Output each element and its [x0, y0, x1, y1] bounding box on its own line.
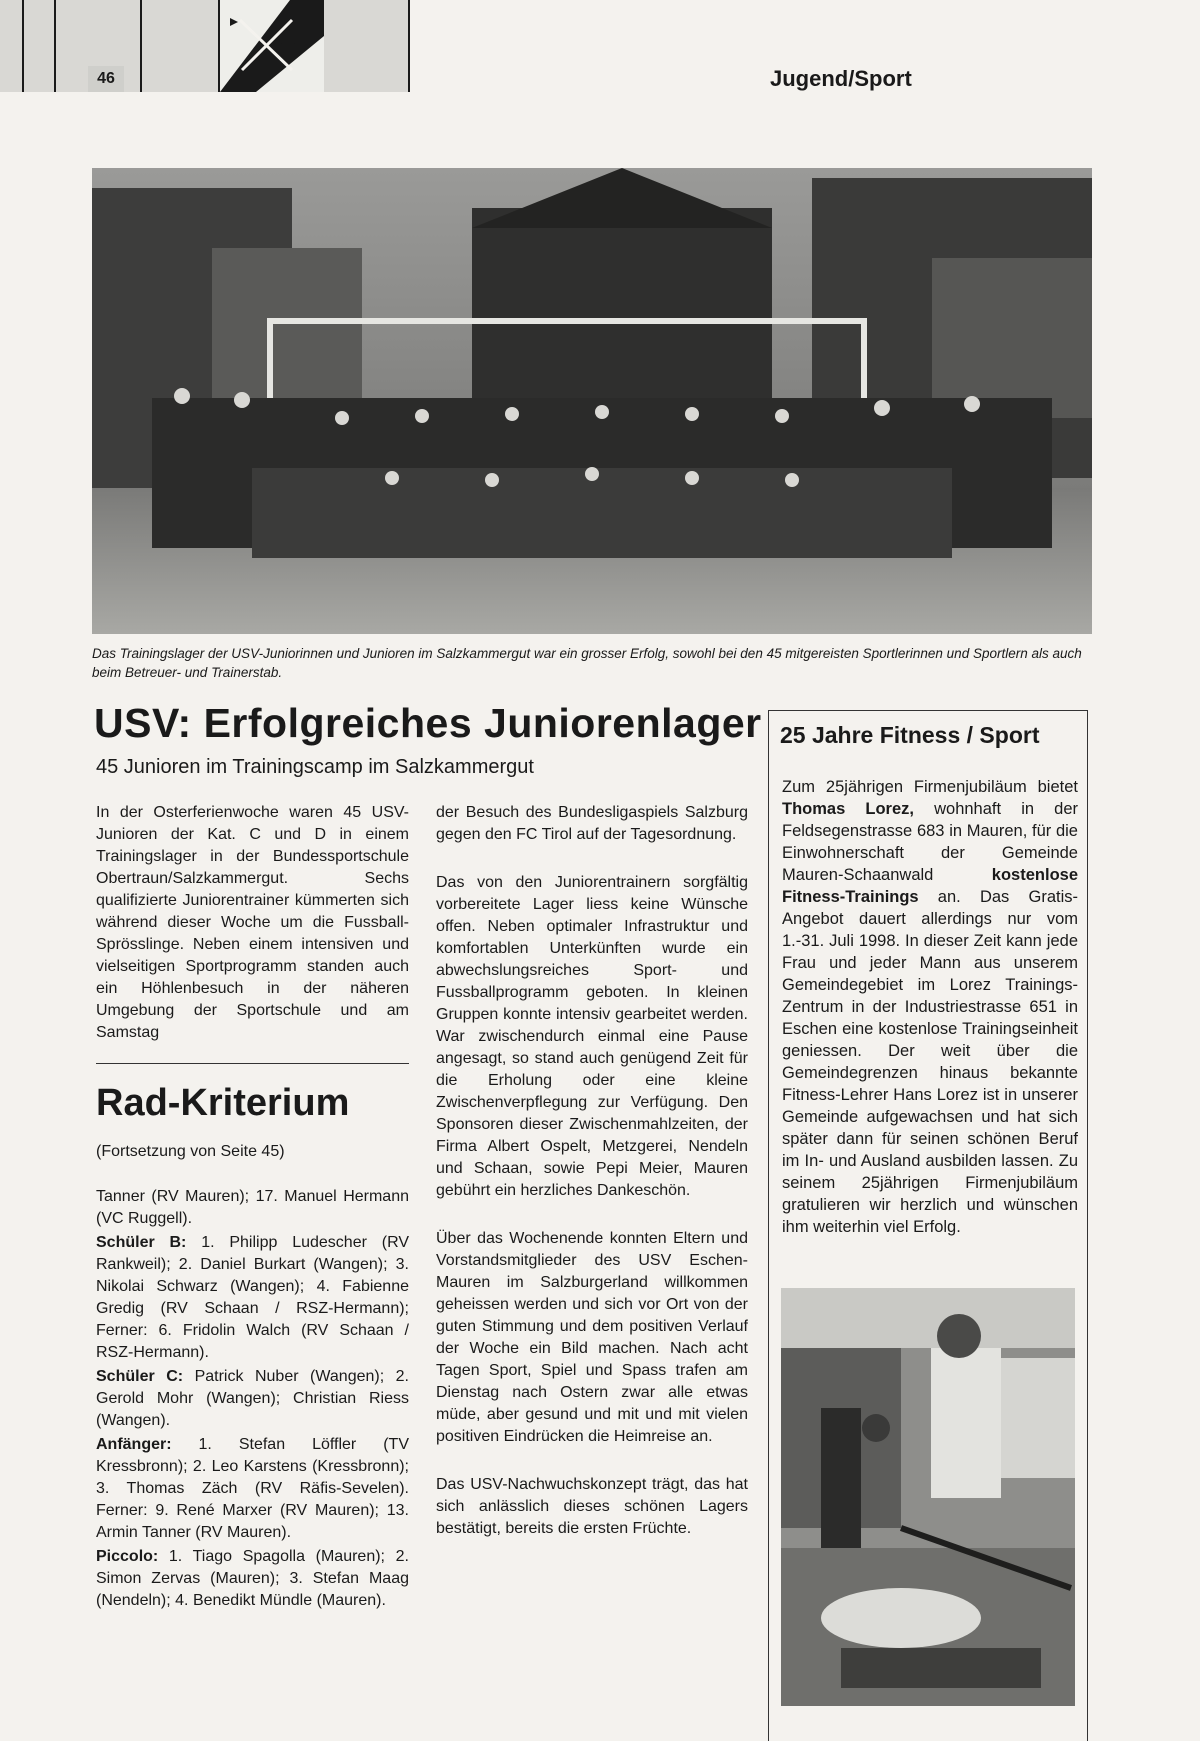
article-paragraph: Das USV-Nachwuchskonzept trägt, das hat sich anlässlich dieses schönen Lagers bestätigt, bereits die ersten Früchte. [436, 1476, 748, 1537]
results-paragraph [96, 1546, 409, 1612]
photo-caption: Das Trainingslager der USV-Juniorinnen und Junioren im Salzkammergut war ein grosser Erfolg, sowohl bei den 45 mitgereisten Sportlerinnen und Sportlern als auch beim Betreuer- und Trainerstab. [92, 646, 1082, 680]
results-paragraph [96, 1366, 409, 1432]
results-paragraph [96, 1434, 409, 1544]
category-label: Schüler C: [96, 1368, 184, 1385]
team-photo [92, 168, 1092, 634]
sidebar-bold: kostenlose Fitness-Trainings [782, 866, 1078, 906]
header-rule [140, 0, 142, 92]
rad-kriterium-subtitle: (Fortsetzung von Seite 45) [96, 1143, 285, 1160]
sidebar-text-part: wohnhaft in der Feldsegenstrasse 683 in Mauren, für die Einwohnerschaft der Gemeinde Mauren-Schaanwald [782, 800, 1078, 884]
results-paragraph [96, 1186, 409, 1230]
category-label: Schüler B: [96, 1234, 187, 1251]
header-bar [0, 0, 410, 92]
article-paragraph: Das von den Juniorentrainern sorgfältig vorbereitete Lager liess keine Wünsche offen. Neben optimaler Infrastruktur und komfortablen Unterkünften wurde ein abwechslungsreiches Sport- und Fussballprogramm geboten. In kleinen Gruppen konnte intensiv gearbeitet werden. War zwischendurch einmal eine Pause angesagt, so stand auch genügend Zeit für die Erholung oder eine kleine Zwischenverpflegung zur Verfügung. Den Sponsoren dieser Zwischenmahlzeiten, der Firma Albert Ospelt, Metzgerei, Nendeln und Schaan, sowie Pepi Meier, Mauren gebührt ein herzliches Dankeschön. [436, 874, 748, 1199]
article-subhead: 45 Junioren im Trainingscamp im Salzkammergut [96, 756, 534, 778]
article-headline: USV: Erfolgreiches Juniorenlager [94, 700, 762, 746]
results-text: Tanner (RV Mauren); 17. Manuel Hermann (VC Ruggell). [96, 1188, 409, 1227]
results-paragraph [96, 1232, 409, 1364]
sidebar-title: 25 Jahre Fitness / Sport [780, 722, 1040, 748]
category-label: Piccolo: [96, 1548, 159, 1565]
article-column-middle [436, 802, 748, 1566]
category-label: Anfänger: [96, 1436, 172, 1453]
article-paragraph: In der Osterferienwoche waren 45 USV-Junioren der Kat. C und D in einem Trainingslager in der Bundessportschule Obertraun/Salzkammergut. Sechs qualifizierte Juniorentrainer kümmerten sich während dieser Woche um die Fussball-Sprösslinge. Neben einem intensiven und vielseitigen Sportprogramm standen auch ein Höhlenbesuch in der näheren Umgebung der Sportschule und am Samstag [96, 804, 409, 1041]
section-divider [96, 1063, 409, 1064]
header-rule [54, 0, 56, 92]
rad-results [96, 1186, 409, 1614]
sidebar-text-part: an. Das Gratis-Angebot dauert allerdings nur vom 1.-31. Juli 1998. In dieser Zeit kann jede Frau und jeder Mann aus unserem Gemeindegebiet im Lorez Trainings-Zentrum in der Industriestrasse 651 in Eschen eine kostenlose Trainingseinheit geniessen. Der weit über die Gemeindegrenzen hinaus bekannte Fitness-Lehrer Hans Lorez ist in unserer Gemeinde aufgewachsen und hat sich später dann für seinen schönen Beruf im In- und Ausland ausbilden lassen. Zu seinem 25jährigen Firmenjubiläum gratulieren wir herzlich und wünschen ihm weiterhin viel Erfolg. [782, 888, 1078, 1236]
page-number: 46 [88, 66, 124, 92]
municipal-emblem-icon [220, 0, 324, 92]
rad-kriterium-headline: Rad-Kriterium [96, 1082, 350, 1124]
sidebar-text-part: Zum 25jährigen Firmenjubiläum bietet [782, 778, 1078, 796]
sidebar-bold: Thomas Lorez, [782, 800, 914, 818]
results-text: 1. Stefan Löffler (TV Kressbronn); 2. Leo Karstens (Kressbronn); 3. Thomas Zäch (RV Räfis-Sevelen). Ferner: 9. René Marxer (RV Mauren); 13. Armin Tanner (RV Mauren). [96, 1436, 409, 1541]
article-column-left [96, 802, 409, 1070]
header-rule [22, 0, 24, 92]
section-title: Jugend/Sport [770, 66, 912, 91]
article-paragraph: Über das Wochenende konnten Eltern und Vorstandsmitglieder des USV Eschen-Mauren im Salzburgerland willkommen geheissen werden und sich vor Ort von der guten Stimmung und dem positiven Verlauf der Woche ein Bild machen. Nach acht Tagen Sport, Spiel und Spass trafen am Dienstag nach Ostern zwar alle etwas müde, aber gesund und mit und mit vielen positiven Eindrücken die Heimreise an. [436, 1230, 748, 1445]
header-rule [408, 0, 410, 92]
article-paragraph: der Besuch des Bundesligaspiels Salzburg gegen den FC Tirol auf der Tagesordnung. [436, 804, 748, 843]
results-text: Patrick Nuber (Wangen); 2. Gerold Mohr (Wangen); Christian Riess (Wangen). [96, 1368, 410, 1429]
gym-photo [781, 1288, 1075, 1706]
results-text: 1. Philipp Ludescher (RV Rankweil); 2. Daniel Burkart (Wangen); 3. Nikolai Schwarz (Wangen); 4. Fabienne Gredig (RV Schaan / RSZ-Hermann); Ferner: 6. Fridolin Walch (RV Schaan / RSZ-Hermann). [96, 1234, 410, 1361]
sidebar-text [782, 776, 1078, 1238]
results-text: 1. Tiago Spagolla (Mauren); 2. Simon Zervas (Mauren); 3. Stefan Maag (Nendeln); 4. Benedikt Mündle (Mauren). [96, 1548, 409, 1609]
